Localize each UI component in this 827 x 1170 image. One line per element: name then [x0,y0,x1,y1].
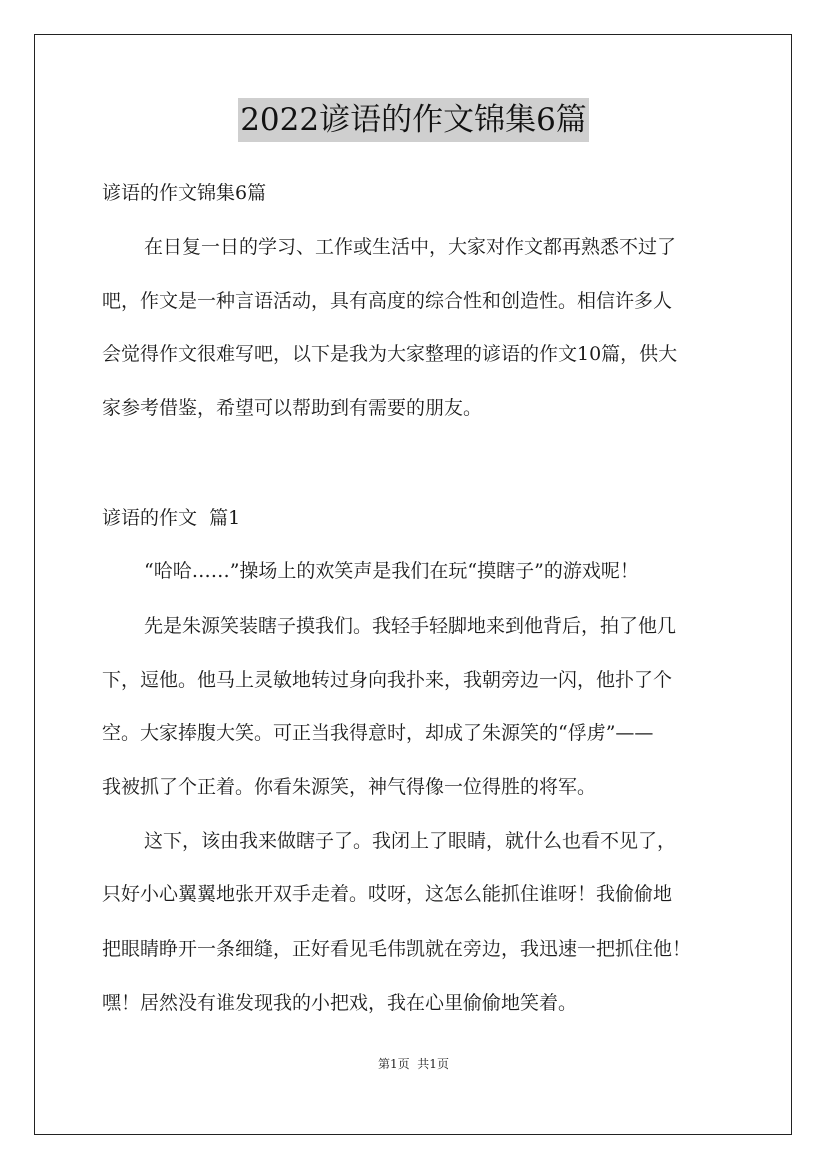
body-line-6: 这下，该由我来做瞎子了。我闭上了眼睛，就什么也看不见了， [144,830,677,852]
page-footer: 第1页 共1页 [378,1057,449,1071]
document-title: 2022谚语的作文锦集6篇 [238,98,589,142]
title-container [0,98,827,142]
body-line-5: 我被抓了个正着。你看朱源笑，神气得像一位得胜的将军。 [102,776,597,798]
body-line-3: 下，逗他。他马上灵敏地转过身向我扑来，我朝旁边一闪，他扑了个 [102,669,673,691]
body-line-7: 只好小心翼翼地张开双手走着。哎呀，这怎么能抓住谁呀！我偷偷地 [102,883,673,905]
intro-line-1: 在日复一日的学习、工作或生活中，大家对作文都再熟悉不过了 [144,236,677,258]
body-line-8: 把眼睛睁开一条细缝，正好看见毛伟凯就在旁边，我迅速一把抓住他！ [102,938,692,960]
body-line-1: “哈哈……”操场上的欢笑声是我们在玩“摸瞎子”的游戏呢！ [144,560,639,582]
subtitle: 谚语的作文锦集6篇 [102,182,267,204]
intro-line-4: 家参考借鉴，希望可以帮助到有需要的朋友。 [102,397,483,419]
body-line-9: 嘿！居然没有谁发现我的小把戏，我在心里偷偷地笑着。 [102,992,578,1014]
body-line-2: 先是朱源笑装瞎子摸我们。我轻手轻脚地来到他背后，拍了他几 [144,615,677,637]
intro-line-3: 会觉得作文很难写吧，以下是我为大家整理的谚语的作文10篇，供大 [102,343,678,365]
intro-line-2: 吧，作文是一种言语活动，具有高度的综合性和创造性。相信许多人 [102,290,673,312]
body-line-4: 空。大家捧腹大笑。可正当我得意时，却成了朱源笑的“俘虏”—— [102,722,654,744]
section-heading: 谚语的作文 篇1 [102,507,241,529]
